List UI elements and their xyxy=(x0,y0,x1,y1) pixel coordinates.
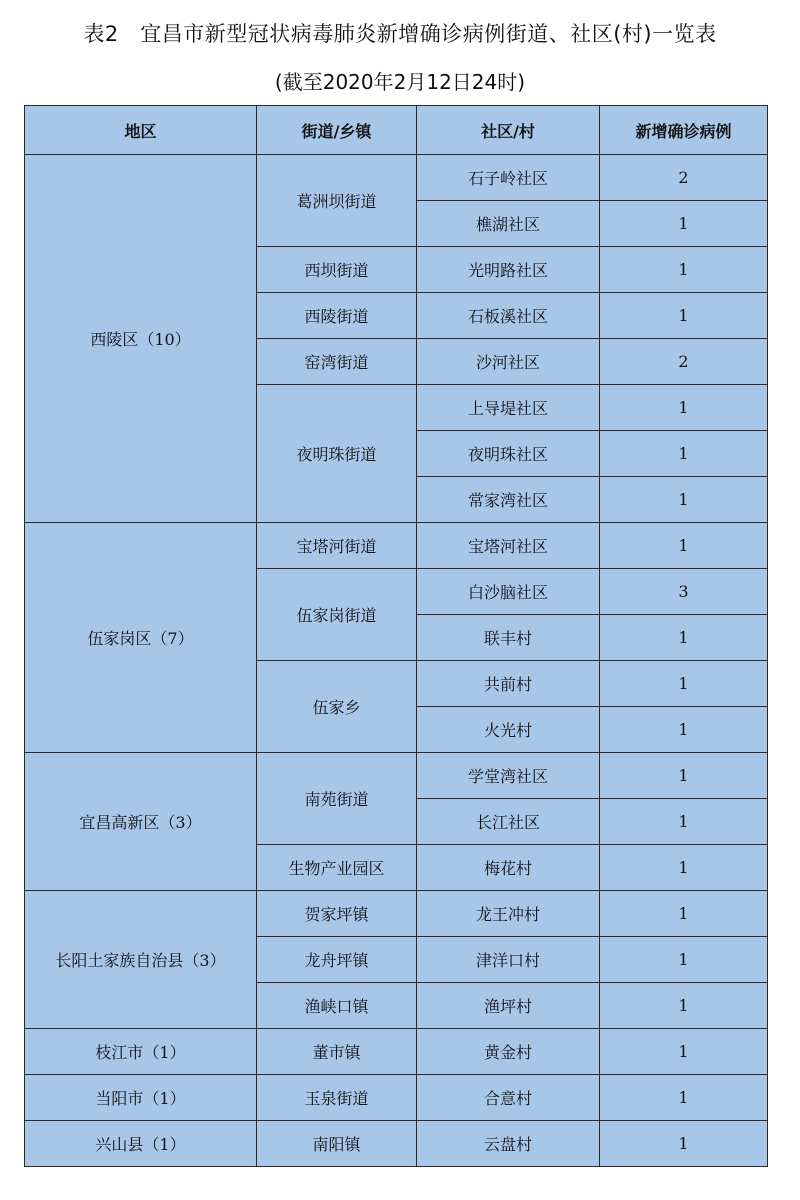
header-community: 社区/村 xyxy=(417,106,600,155)
case-count-cell: 1 xyxy=(600,799,768,845)
community-cell: 宝塔河社区 xyxy=(417,523,600,569)
community-cell: 云盘村 xyxy=(417,1121,600,1167)
community-cell: 石板溪社区 xyxy=(417,293,600,339)
case-count-cell: 1 xyxy=(600,1029,768,1075)
case-count-cell: 1 xyxy=(600,983,768,1029)
header-row xyxy=(25,106,768,155)
community-cell: 联丰村 xyxy=(417,615,600,661)
table-body xyxy=(25,155,768,1167)
street-cell: 玉泉街道 xyxy=(257,1075,417,1121)
table-title: 表2 宜昌市新型冠状病毒肺炎新增确诊病例街道、社区(村)一览表 xyxy=(83,22,717,46)
case-count-cell: 1 xyxy=(600,707,768,753)
header-new-cases: 新增确诊病例 xyxy=(600,106,768,155)
street-cell: 葛洲坝街道 xyxy=(257,155,417,247)
case-count-cell: 1 xyxy=(600,385,768,431)
street-cell: 西坝街道 xyxy=(257,247,417,293)
community-cell: 樵湖社区 xyxy=(417,201,600,247)
street-cell: 窑湾街道 xyxy=(257,339,417,385)
case-count-cell: 1 xyxy=(600,845,768,891)
case-count-cell: 1 xyxy=(600,937,768,983)
community-cell: 渔坪村 xyxy=(417,983,600,1029)
community-cell: 夜明珠社区 xyxy=(417,431,600,477)
street-cell: 生物产业园区 xyxy=(257,845,417,891)
community-cell: 长江社区 xyxy=(417,799,600,845)
community-cell: 梅花村 xyxy=(417,845,600,891)
street-cell: 龙舟坪镇 xyxy=(257,937,417,983)
street-cell: 宝塔河街道 xyxy=(257,523,417,569)
case-count-cell: 2 xyxy=(600,155,768,201)
street-cell: 南苑街道 xyxy=(257,753,417,845)
community-cell: 津洋口村 xyxy=(417,937,600,983)
case-count-cell: 1 xyxy=(600,247,768,293)
district-cell: 宜昌高新区（3） xyxy=(25,753,257,891)
community-cell: 火光村 xyxy=(417,707,600,753)
street-cell: 夜明珠街道 xyxy=(257,385,417,523)
community-cell: 常家湾社区 xyxy=(417,477,600,523)
case-count-cell: 1 xyxy=(600,1121,768,1167)
case-count-cell: 1 xyxy=(600,615,768,661)
table-row xyxy=(25,1075,768,1121)
district-cell: 当阳市（1） xyxy=(25,1075,257,1121)
district-cell: 兴山县（1） xyxy=(25,1121,257,1167)
case-count-cell: 1 xyxy=(600,1075,768,1121)
community-cell: 共前村 xyxy=(417,661,600,707)
case-count-cell: 1 xyxy=(600,661,768,707)
case-count-cell: 1 xyxy=(600,431,768,477)
header-district: 地区 xyxy=(25,106,257,155)
street-cell: 西陵街道 xyxy=(257,293,417,339)
case-count-cell: 1 xyxy=(600,477,768,523)
district-cell: 伍家岗区（7） xyxy=(25,523,257,753)
case-count-cell: 3 xyxy=(600,569,768,615)
street-cell: 董市镇 xyxy=(257,1029,417,1075)
community-cell: 学堂湾社区 xyxy=(417,753,600,799)
case-count-cell: 2 xyxy=(600,339,768,385)
district-cell: 西陵区（10） xyxy=(25,155,257,523)
table-row xyxy=(25,523,768,569)
community-cell: 石子岭社区 xyxy=(417,155,600,201)
table-row xyxy=(25,753,768,799)
case-count-cell: 1 xyxy=(600,523,768,569)
case-count-cell: 1 xyxy=(600,293,768,339)
table-row xyxy=(25,1029,768,1075)
community-cell: 龙王冲村 xyxy=(417,891,600,937)
header-street: 街道/乡镇 xyxy=(257,106,417,155)
table-row xyxy=(25,891,768,937)
community-cell: 光明路社区 xyxy=(417,247,600,293)
street-cell: 伍家岗街道 xyxy=(257,569,417,661)
street-cell: 伍家乡 xyxy=(257,661,417,753)
district-cell: 枝江市（1） xyxy=(25,1029,257,1075)
community-cell: 黄金村 xyxy=(417,1029,600,1075)
cases-table xyxy=(24,105,768,1167)
community-cell: 上导堤社区 xyxy=(417,385,600,431)
community-cell: 合意村 xyxy=(417,1075,600,1121)
street-cell: 南阳镇 xyxy=(257,1121,417,1167)
community-cell: 沙河社区 xyxy=(417,339,600,385)
street-cell: 渔峡口镇 xyxy=(257,983,417,1029)
table-row xyxy=(25,1121,768,1167)
case-count-cell: 1 xyxy=(600,201,768,247)
case-count-cell: 1 xyxy=(600,891,768,937)
table-row xyxy=(25,155,768,201)
street-cell: 贺家坪镇 xyxy=(257,891,417,937)
community-cell: 白沙脑社区 xyxy=(417,569,600,615)
case-count-cell: 1 xyxy=(600,753,768,799)
district-cell: 长阳土家族自治县（3） xyxy=(25,891,257,1029)
table-subtitle: (截至2020年2月12日24时) xyxy=(274,70,526,94)
